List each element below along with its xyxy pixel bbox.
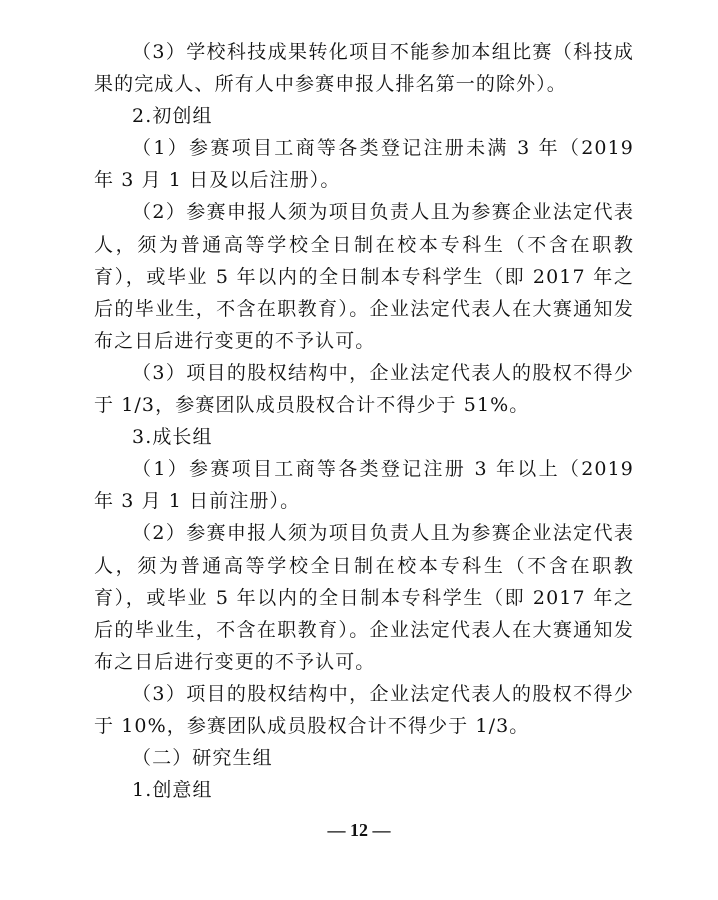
page-number: — 12 — — [327, 820, 391, 840]
paragraph-startup-rule-3: （3）项目的股权结构中，企业法定代表人的股权不得少于 1/3，参赛团队成员股权合计不得少于 51%。 — [94, 361, 634, 417]
paragraph-growth-rule-3: （3）项目的股权结构中，企业法定代表人的股权不得少于 10%，参赛团队成员股权合计不得少于 1/3。 — [94, 682, 634, 737]
paragraph-growth-rule-1: （1）参赛项目工商等各类登记注册 3 年以上（2019 年 3 月 1 日前注册）。 — [94, 458, 634, 513]
heading-creative-group: 1.创意组 — [132, 779, 213, 802]
paragraph-growth-rule-2: （2）参赛申报人须为项目负责人且为参赛企业法定代表人，须为普通高等学校全日制在校本专科生（不含在职教育），或毕业 5 年以内的全日制本专科学生（即 2017 年之后的毕业生，不含在职教育）。企业法定代表人在大赛通知发布之日后进行变更的不予认可。 — [94, 522, 634, 673]
document-body — [94, 36, 634, 806]
paragraph-startup-rule-1: （1）参赛项目工商等各类登记注册未满 3 年（2019 年 3 月 1 日及以后注册）。 — [94, 137, 634, 192]
heading-growth-group: 3.成长组 — [132, 426, 213, 449]
paragraph-startup-rule-2: （2）参赛申报人须为项目负责人且为参赛企业法定代表人，须为普通高等学校全日制在校本专科生（不含在职教育），或毕业 5 年以内的全日制本专科学生（即 2017 年之后的毕业生，不含在职教育）。企业法定代表人在大赛通知发布之日后进行变更的不予认可。 — [94, 201, 634, 352]
heading-startup-group: 2.初创组 — [132, 105, 213, 128]
paragraph-rule-3-tech-transfer: （3）学校科技成果转化项目不能参加本组比赛（科技成果的完成人、所有人中参赛申报人排名第一的除外）。 — [94, 41, 634, 96]
heading-graduate-group: （二）研究生组 — [132, 747, 273, 770]
